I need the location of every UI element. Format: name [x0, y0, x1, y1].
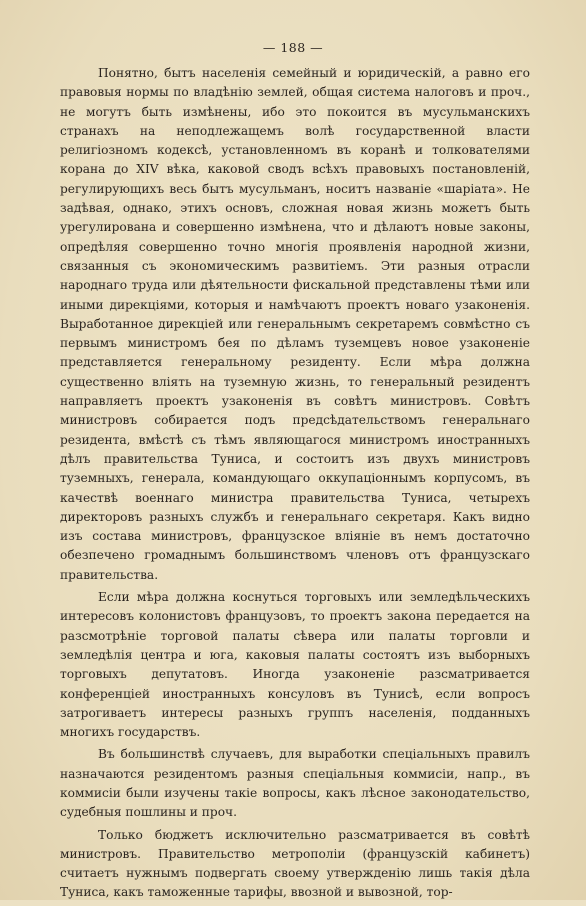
paragraph: Въ большинствѣ случаевъ, для выработки спеціальныхъ правилъ назначаются резидентомъ разныя спеціальныя коммисіи, напр., въ коммисіи были изучены такіе вопросы, какъ лѣсное законодательство, судебныя пошлины и проч. — [60, 747, 530, 820]
page-number: — 188 — — [262, 40, 324, 55]
body-text — [60, 64, 530, 906]
paragraph: Если мѣра должна коснуться торговыхъ или земледѣльческихъ интересовъ колонистовъ французовъ, то проектъ закона передается на разсмотрѣніе торговой палаты сѣвера или палаты торговли и земледѣлія центра и юга, каковыя палаты состоятъ изъ выборныхъ торговыхъ депутатовъ. Иногда узаконеніе разсматривается конференціей иностранныхъ консуловъ въ Тунисѣ, если вопросъ затрогиваетъ интересы разныхъ группъ населенія, подданныхъ многихъ государствъ. — [60, 590, 530, 740]
paragraph: Только бюджетъ исключительно разсматривается въ совѣтѣ министровъ. Правительство метрополіи (французскій кабинетъ) считаетъ нужнымъ подвергать своему утвержденію лишь такія дѣла Туниса, какъ таможенные тарифы, ввозной и вывозной, тор- — [60, 827, 530, 900]
paragraph: Понятно, бытъ населенія семейный и юридическій, а равно его правовыя нормы по владѣнію землей, общая система налоговъ и проч., не могутъ быть измѣнены, ибо это покоится въ мусульманскихъ странахъ на неподлежащемъ волѣ государственной власти религіозномъ кодексѣ, установленномъ въ коранѣ и толкователями корана до XIV вѣка, каковой сводъ всѣхъ правовыхъ постановленій, регулирующихъ весь бытъ мусульманъ, носитъ названіе «шаріата». Не задѣвая, однако, этихъ основъ, сложная новая жизнь можетъ быть урегулирована и совершенно измѣнена, что и дѣлаютъ новые законы, опредѣляя совершенно точно многія проявленія народной жизни, связанныя съ экономическимъ развитіемъ. Эти разныя отрасли народнаго труда или дѣятельности фискальной представлены тѣми или иными дирекціями, которыя и намѣчаютъ проектъ новаго узаконенія. Выработанное дирекціей или генеральнымъ секретаремъ совмѣстно съ первымъ министромъ бея по дѣламъ туземцевъ новое узаконеніе представляется генеральному резиденту. Если мѣра должна существенно вліять на туземную жизнь, то генеральный резидентъ направляетъ проектъ узаконенія въ совѣтъ министровъ. Совѣтъ министровъ собирается подъ предсѣдательствомъ генеральнаго резидента, вмѣстѣ съ тѣмъ являющагося министромъ иностранныхъ дѣлъ правительства Туниса, и состоитъ изъ двухъ министровъ туземныхъ, генерала, командующаго оккупаціоннымъ корпусомъ, въ качествѣ военнаго министра правительства Туниса, четырехъ директоровъ разныхъ службъ и генеральнаго секретаря. Какъ видно изъ состава министровъ, французское вліяніе въ немъ достаточно обезпечено громаднымъ большинствомъ членовъ отъ французскаго правительства. — [60, 66, 530, 582]
